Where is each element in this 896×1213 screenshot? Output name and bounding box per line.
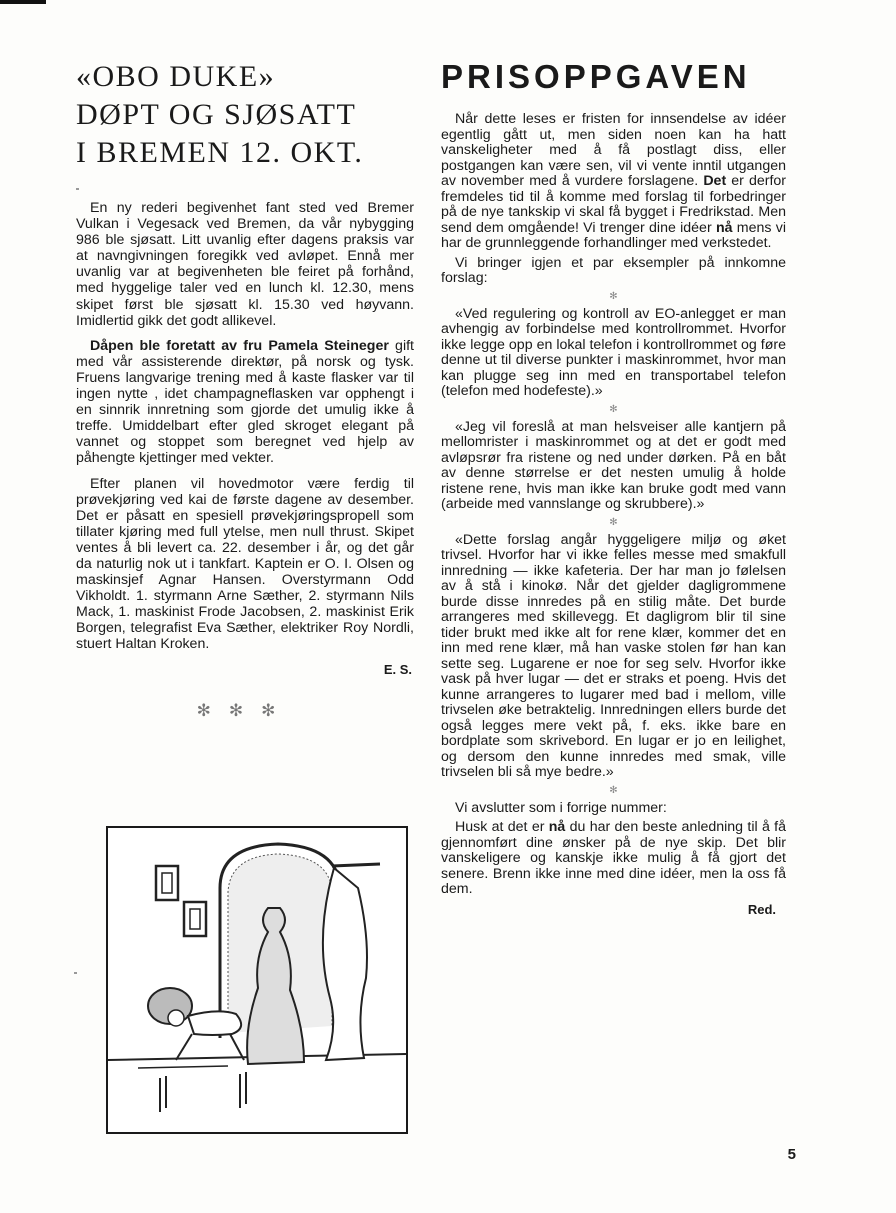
article-paragraph — [441, 112, 786, 252]
asterism-divider: ✻ — [609, 784, 618, 796]
article-paragraph: En ny rederi begivenhet fant sted ved Bremer Vulkan i Vegesack ved Bremen, da vår nybygging 986 ble sjøsatt. Litt uvanlig efter dagens praksis var at navngivningen foregikk ved avløpet. Ennå mer uvanlig var at begivenheten ble feiret på forhånd, med hyggelige taler ved en lunch kl. 12.30, mens skipet først ble sjøsatt kl. 15.30 ved høyvann. Imidlertid gikk det godt allikevel. — [76, 200, 414, 329]
bold-lead-text: Dåpen ble foretatt av fru Pamela Steineger — [90, 337, 389, 354]
author-signature: E. S. — [383, 661, 412, 677]
reader-suggestion: «Dette forslag angår hyggeligere miljø og øket trivsel. Hvorfor har vi ikke felles messe med smakfull innredning — ikke kafeteria. Der har man jo følelsen av å stå i kinokø. Når det gjelder dagligrommene burde disse innredes på en stilig måte. Det burde arrangeres med skillevegg. Et dagligrom blir til sine tider brukt med ikke alt for rene klær, kommer det en inn med rene klær, må han vaske stolen før han kan sette seg. Lugarene er noe for seg selv. Hvorfor ikke vask på hver lugar — det er straks et poeng. Hvis det kunne arrangeres to lugarer med bad i mellom, ville trivselen øke betraktelig. Innredningen ellers burde det også legges mere vekt på, f. eks. ikke bare en bordplate som skrivebord. En lugar er jo en leilighet, og dersom den kunne innredes med smak, ville trivselen bli så mye bedre.» — [441, 531, 786, 780]
star-divider: ✻✻✻ — [196, 700, 294, 720]
title-line: «OBO DUKE» — [76, 60, 276, 93]
article-paragraph: Efter planen vil hovedmotor være ferdig til prøvekjøring ved kai de første dagene av desember. Det er påsatt en spesiell prøvekjøringspropell som tillater kjøring med full ytelse, men null thrust. Skipet ventes å bli levert ca. 22. desember i år, og det går da naturlig nok ut i tankfart. Kaptein er O. I. Olsen og maskinsjef Agnar Hansen. Overstyrmann Odd Vikholdt. 1. styrmann Arne Sæther, 2. styrmann Nils Mack, 1. maskinist Frode Jacobsen, 2. maskinist Erik Borgen, telegrafist Eva Sæther, elektriker Roy Nordli, stuert Haltan Kroken. — [76, 475, 414, 653]
bold-text: nå — [548, 819, 566, 835]
title-line: I BREMEN 12. OKT. — [76, 136, 364, 169]
article-title-prisoppgaven: PRISOPPGAVEN — [441, 58, 751, 95]
bold-text: Det — [703, 173, 727, 189]
article-paragraph — [441, 820, 786, 898]
print-speck — [76, 188, 79, 190]
editor-signature: Red. — [747, 901, 776, 917]
print-speck — [74, 972, 77, 974]
reader-suggestion: «Ved regulering og kontroll av EO-anlegget er man avhengig av forbindelse med kontrollrommet. Hvorfor ikke legge opp en lokal telefon i kontrollrommet og føre denne ut til diverse punkter i maskinrommet, hvor man kan plugge seg inn med en transportabel telefon (telefon med hodefeste).» — [441, 305, 786, 399]
article-title-obo-duke — [76, 58, 414, 172]
asterism-divider: ✻ — [609, 290, 618, 302]
paragraph-text: du har den beste anledning til å få gjennomført dine ønsker på de nye skip. Det blir vanskeligere og kanskje ikke mulig å få gjort det senere. Brenn ikke inne med dine idéer, men la oss få dem. — [441, 819, 786, 897]
paragraph-text: Husk at det er — [455, 819, 549, 835]
right-column — [441, 58, 786, 917]
paragraph-text: gift med vår assisterende direktør, på norsk og tysk. Fruens langvarige trening med å kaste flasker var til ingen nytte , idet champagneflasken var opphengt i en sinnrik innretning som gjorde det umulig ikke å treffe. Umiddelbart efter gled skroget elegant på vannet og stoppet som beregnet ved hjelp av påhengte kjettinger med vekter. — [76, 337, 414, 467]
asterism-divider: ✻ — [609, 403, 618, 415]
title-line: DØPT OG SJØSATT — [76, 98, 357, 131]
paragraph-text: mens vi har de grunnleggende forhandlinger med verkstedet. — [441, 219, 786, 251]
reader-suggestion: «Jeg vil foreslå at man helsveiser alle kantjern på mellomrister i maskinrommet og at det er godt med avløpsrør fra ristene og ned under dørken. På en båt av denne størrelse er det nesten umulig å holde ristene rene, hvis man ikke kan bruke godt med vann (arbeide med vannslange og skrubbere).» — [441, 418, 786, 512]
cartoon-drawing — [108, 828, 406, 1132]
bold-text: nå — [715, 219, 733, 236]
asterism-divider: ✻ — [609, 516, 618, 528]
cartoon-illustration — [106, 826, 408, 1134]
paragraph-text: Når dette leses er fristen for innsendelse av idéer egentlig gått ut, men siden noen kan ha hatt vanskeligheter med å få postlagt diss, eller postgangen kan være sen, vil vi vente inntil utgangen av november med å vurdere forslagene. — [441, 111, 786, 189]
corner-mark — [0, 0, 46, 4]
article-paragraph: Vi avslutter som i forrige nummer: — [455, 799, 667, 816]
article-paragraph — [76, 338, 414, 467]
page-number: 5 — [787, 1146, 796, 1163]
article-paragraph: Vi bringer igjen et par eksempler på innkomne forslag: — [441, 254, 786, 286]
left-column — [76, 58, 414, 721]
paragraph-text: er derfor fremdeles tid til å komme med forslag til forbedringer på de nye tankskip vi skal få bygget i Fredrikstad. Men send dem omgående! Vi trenger dine idéer — [441, 173, 787, 236]
